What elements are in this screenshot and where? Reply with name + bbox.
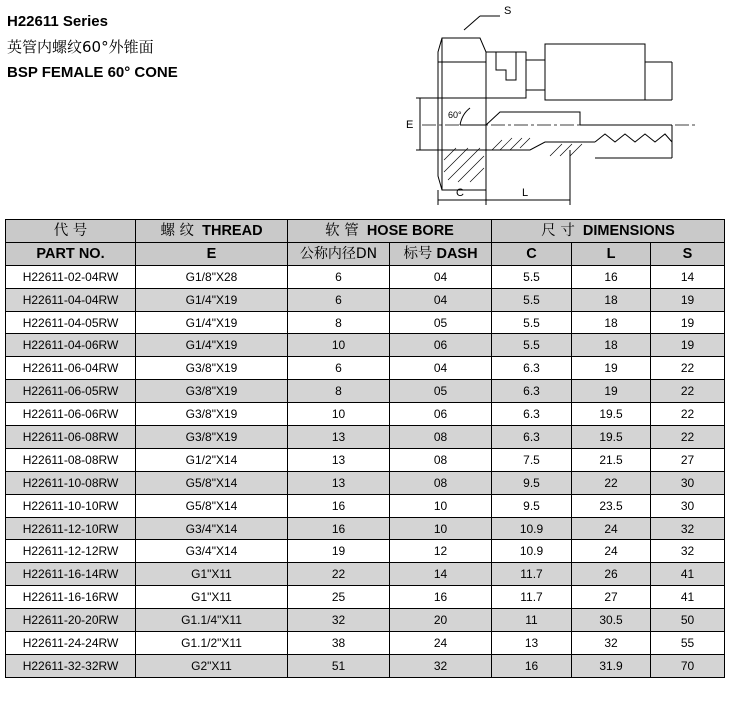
part-no-cell: H22611-04-05RW — [6, 311, 136, 334]
header-part-cn: 代 号 — [6, 220, 136, 243]
fitting-drawing — [400, 0, 700, 210]
table-row — [6, 563, 725, 586]
c-cell: 9.5 — [492, 494, 572, 517]
part-no-cell: H22611-16-14RW — [6, 563, 136, 586]
dash-cell: 08 — [390, 471, 492, 494]
thread-cell: G3/8"X19 — [136, 380, 288, 403]
table-row — [6, 403, 725, 426]
c-cell: 10.9 — [492, 517, 572, 540]
s-cell: 22 — [651, 403, 725, 426]
label-e: E — [406, 119, 414, 131]
dash-cell: 12 — [390, 540, 492, 563]
l-cell: 31.9 — [572, 654, 651, 677]
dn-cell: 6 — [288, 265, 390, 288]
part-no-cell: H22611-10-10RW — [6, 494, 136, 517]
s-cell: 55 — [651, 632, 725, 655]
c-cell: 5.5 — [492, 334, 572, 357]
s-cell: 32 — [651, 540, 725, 563]
s-cell: 41 — [651, 586, 725, 609]
dn-cell: 38 — [288, 632, 390, 655]
part-no-cell: H22611-32-32RW — [6, 654, 136, 677]
thread-cell: G1"X11 — [136, 563, 288, 586]
part-no-cell: H22611-12-12RW — [6, 540, 136, 563]
part-no-cell: H22611-02-04RW — [6, 265, 136, 288]
table-row — [6, 311, 725, 334]
part-no-cell: H22611-20-20RW — [6, 609, 136, 632]
c-cell: 13 — [492, 632, 572, 655]
thread-cell: G3/8"X19 — [136, 426, 288, 449]
table-row — [6, 609, 725, 632]
thread-cell: G1/8"X28 — [136, 265, 288, 288]
thread-cell: G1/2"X14 — [136, 448, 288, 471]
s-cell: 22 — [651, 380, 725, 403]
c-cell: 6.3 — [492, 380, 572, 403]
table-row — [6, 288, 725, 311]
english-title: BSP FEMALE 60° CONE — [7, 64, 178, 81]
s-cell: 27 — [651, 448, 725, 471]
s-cell: 22 — [651, 426, 725, 449]
series-title: H22611 Series — [7, 13, 108, 30]
dash-cell: 10 — [390, 517, 492, 540]
thread-cell: G3/8"X19 — [136, 357, 288, 380]
l-cell: 24 — [572, 517, 651, 540]
thread-cell: G1.1/2"X11 — [136, 632, 288, 655]
part-no-cell: H22611-24-24RW — [6, 632, 136, 655]
table-row — [6, 357, 725, 380]
dn-cell: 10 — [288, 403, 390, 426]
dn-cell: 32 — [288, 609, 390, 632]
thread-cell: G3/4"X14 — [136, 517, 288, 540]
c-cell: 7.5 — [492, 448, 572, 471]
header-thread: 螺 纹 THREAD — [136, 220, 288, 243]
dn-cell: 13 — [288, 448, 390, 471]
dn-cell: 22 — [288, 563, 390, 586]
dash-cell: 32 — [390, 654, 492, 677]
c-cell: 5.5 — [492, 311, 572, 334]
c-cell: 6.3 — [492, 426, 572, 449]
dash-cell: 04 — [390, 288, 492, 311]
part-no-cell: H22611-06-06RW — [6, 403, 136, 426]
s-cell: 30 — [651, 494, 725, 517]
table-row — [6, 426, 725, 449]
table-row — [6, 494, 725, 517]
thread-cell: G1/4"X19 — [136, 288, 288, 311]
c-cell: 5.5 — [492, 288, 572, 311]
dash-cell: 14 — [390, 563, 492, 586]
l-cell: 24 — [572, 540, 651, 563]
spec-table-body — [6, 265, 725, 677]
table-row — [6, 517, 725, 540]
c-cell: 9.5 — [492, 471, 572, 494]
l-cell: 18 — [572, 288, 651, 311]
header-c: C — [492, 242, 572, 265]
table-row — [6, 380, 725, 403]
title-block — [7, 10, 178, 86]
thread-cell: G5/8"X14 — [136, 494, 288, 517]
c-cell: 11 — [492, 609, 572, 632]
l-cell: 19 — [572, 380, 651, 403]
table-row — [6, 586, 725, 609]
dash-cell: 05 — [390, 380, 492, 403]
chinese-title: 英管内螺纹60°外锥面 — [7, 38, 154, 56]
dn-cell: 51 — [288, 654, 390, 677]
spec-table — [5, 219, 725, 678]
l-cell: 18 — [572, 334, 651, 357]
part-no-cell: H22611-16-16RW — [6, 586, 136, 609]
dash-cell: 16 — [390, 586, 492, 609]
s-cell: 14 — [651, 265, 725, 288]
part-no-cell: H22611-12-10RW — [6, 517, 136, 540]
dash-cell: 04 — [390, 265, 492, 288]
l-cell: 16 — [572, 265, 651, 288]
thread-cell: G1.1/4"X11 — [136, 609, 288, 632]
dash-cell: 04 — [390, 357, 492, 380]
thread-cell: G5/8"X14 — [136, 471, 288, 494]
header-hose-bore: 软 管 HOSE BORE — [288, 220, 492, 243]
dash-cell: 20 — [390, 609, 492, 632]
s-cell: 41 — [651, 563, 725, 586]
label-c: C — [456, 187, 464, 199]
part-no-cell: H22611-04-04RW — [6, 288, 136, 311]
thread-cell: G1"X11 — [136, 586, 288, 609]
dn-cell: 19 — [288, 540, 390, 563]
part-no-cell: H22611-06-04RW — [6, 357, 136, 380]
header-dash: 标号 DASH — [390, 242, 492, 265]
header-thread-e: E — [136, 242, 288, 265]
dash-cell: 08 — [390, 448, 492, 471]
dn-cell: 8 — [288, 380, 390, 403]
thread-cell: G3/8"X19 — [136, 403, 288, 426]
l-cell: 19.5 — [572, 426, 651, 449]
c-cell: 11.7 — [492, 563, 572, 586]
s-cell: 50 — [651, 609, 725, 632]
l-cell: 27 — [572, 586, 651, 609]
s-cell: 30 — [651, 471, 725, 494]
table-row — [6, 654, 725, 677]
c-cell: 5.5 — [492, 265, 572, 288]
dn-cell: 6 — [288, 357, 390, 380]
l-cell: 26 — [572, 563, 651, 586]
dash-cell: 05 — [390, 311, 492, 334]
header-l: L — [572, 242, 651, 265]
thread-cell: G3/4"X14 — [136, 540, 288, 563]
table-row — [6, 265, 725, 288]
thread-cell: G1/4"X19 — [136, 311, 288, 334]
c-cell: 6.3 — [492, 403, 572, 426]
dash-cell: 08 — [390, 426, 492, 449]
l-cell: 19 — [572, 357, 651, 380]
c-cell: 6.3 — [492, 357, 572, 380]
l-cell: 30.5 — [572, 609, 651, 632]
label-s: S — [504, 5, 512, 17]
dn-cell: 25 — [288, 586, 390, 609]
dash-cell: 06 — [390, 334, 492, 357]
l-cell: 19.5 — [572, 403, 651, 426]
table-row — [6, 471, 725, 494]
header-s: S — [651, 242, 725, 265]
c-cell: 10.9 — [492, 540, 572, 563]
label-angle: 60° — [448, 110, 462, 120]
header-part-no: PART NO. — [6, 242, 136, 265]
l-cell: 21.5 — [572, 448, 651, 471]
part-no-cell: H22611-04-06RW — [6, 334, 136, 357]
dn-cell: 16 — [288, 517, 390, 540]
s-cell: 70 — [651, 654, 725, 677]
dash-cell: 10 — [390, 494, 492, 517]
part-no-cell: H22611-08-08RW — [6, 448, 136, 471]
s-cell: 22 — [651, 357, 725, 380]
l-cell: 32 — [572, 632, 651, 655]
s-cell: 32 — [651, 517, 725, 540]
thread-cell: G1/4"X19 — [136, 334, 288, 357]
dash-cell: 24 — [390, 632, 492, 655]
header-dimensions: 尺 寸 DIMENSIONS — [492, 220, 725, 243]
dn-cell: 8 — [288, 311, 390, 334]
s-cell: 19 — [651, 311, 725, 334]
dn-cell: 6 — [288, 288, 390, 311]
table-row — [6, 540, 725, 563]
l-cell: 18 — [572, 311, 651, 334]
l-cell: 22 — [572, 471, 651, 494]
dn-cell: 16 — [288, 494, 390, 517]
dn-cell: 10 — [288, 334, 390, 357]
s-cell: 19 — [651, 334, 725, 357]
part-no-cell: H22611-06-08RW — [6, 426, 136, 449]
table-row — [6, 334, 725, 357]
dn-cell: 13 — [288, 471, 390, 494]
dash-cell: 06 — [390, 403, 492, 426]
thread-cell: G2"X11 — [136, 654, 288, 677]
l-cell: 23.5 — [572, 494, 651, 517]
table-row — [6, 448, 725, 471]
c-cell: 11.7 — [492, 586, 572, 609]
table-row — [6, 632, 725, 655]
label-l: L — [522, 187, 529, 199]
part-no-cell: H22611-06-05RW — [6, 380, 136, 403]
header-dn: 公称内径DN — [288, 242, 390, 265]
c-cell: 16 — [492, 654, 572, 677]
s-cell: 19 — [651, 288, 725, 311]
part-no-cell: H22611-10-08RW — [6, 471, 136, 494]
dn-cell: 13 — [288, 426, 390, 449]
